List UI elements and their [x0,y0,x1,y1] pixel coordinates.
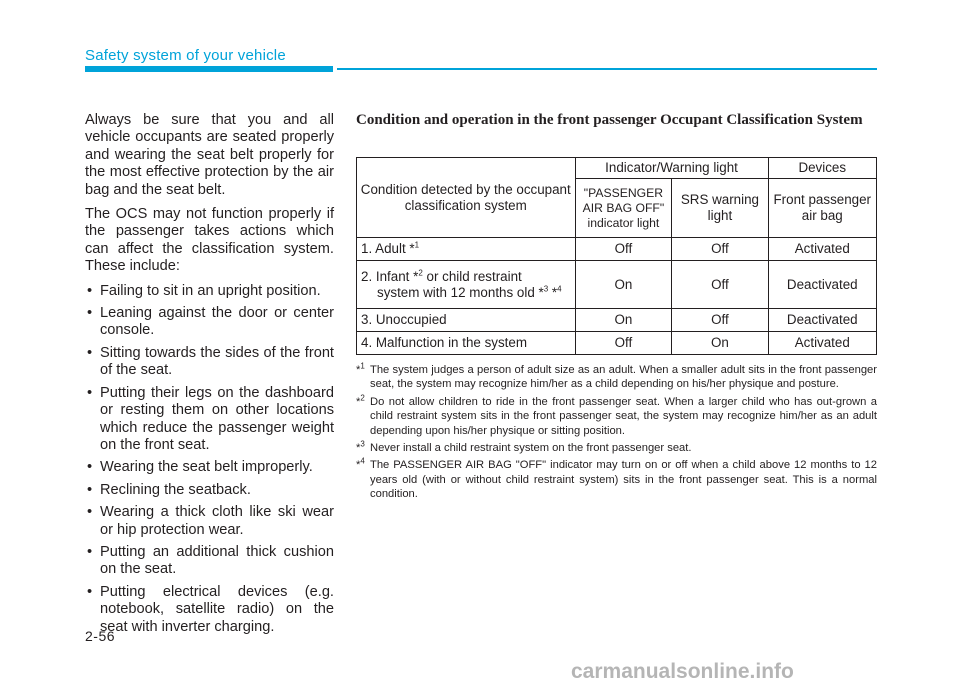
ocs-table [356,157,877,355]
header-rule-thin [337,68,877,70]
passenger-indicator-cell: Off [575,238,672,261]
condition-cell: 2. Infant *$^2$ or child restraint system with 12 months old *$^3$ *$^4$ [357,261,576,309]
device-cell: Activated [768,238,876,261]
list-item: • Putting their legs on the dashboard or resting them on other locations which reduce the passenger weight on the front seat. [85,385,334,455]
device-cell: Deactivated [768,261,876,309]
footnote: *$^2$ Do not allow children to ride in the front passenger seat. When a larger child who has out-grown a child restraint system sits in the front passenger seat, the system may recognize him/her as an adult depending upon his/her physique or sitting position. [356,393,877,437]
srs-cell: Off [672,309,768,332]
condition-header: Condition detected by the occupant classification system [357,158,576,238]
intro-paragraph: Always be sure that you and all vehicle occupants are seated properly and wearing the seat belt properly for the most effective protection by the air bag and the seat belt. [85,112,334,198]
device-cell: Deactivated [768,309,876,332]
srs-cell: Off [672,261,768,309]
srs-cell: Off [672,238,768,261]
srs-cell: On [672,332,768,355]
list-item: • Putting electrical devices (e.g. notebook, satellite radio) on the seat with inverter charging. [85,584,334,636]
table-row [357,261,877,309]
list-item: • Wearing the seat belt improperly. [85,459,334,476]
ocs-paragraph: The OCS may not function properly if the passenger takes actions which can affect the classification system. These include: [85,206,334,275]
footnotes [356,363,877,505]
list-item: • Failing to sit in an upright position. [85,283,334,300]
condition-cell: 3. Unoccupied [357,309,576,332]
front-passenger-airbag-header: Front passenger air bag [768,179,876,238]
srs-warning-header: SRS warning light [672,179,768,238]
passenger-airbag-off-header: "PASSENGER AIR BAG OFF" indicator light [575,179,672,238]
page-number: 2-56 [85,628,116,644]
section-header: Safety system of your vehicle [85,47,286,64]
indicator-group-header: Indicator/Warning light [575,158,768,179]
list-item: • Putting an additional thick cushion on the seat. [85,544,334,579]
device-cell: Activated [768,332,876,355]
devices-group-header: Devices [768,158,876,179]
footnote: *$^4$ The PASSENGER AIR BAG "OFF" indicator may turn on or off when a child above 12 months to 12 years old (with or without child restraint system) sits in the front passenger seat. This is a normal condition. [356,456,877,501]
footnote: *$^1$ The system judges a person of adult size as an adult. When a smaller adult sits in the front passenger seat, the system may recognize him/her as a child depending on his/her physique and posture. [356,361,877,391]
list-item: • Sitting towards the sides of the front of the seat. [85,345,334,380]
header-rule-thick [85,66,333,72]
passenger-indicator-cell: Off [575,332,672,355]
condition-cell: 1. Adult *$^1$ [357,238,576,261]
list-item: • Leaning against the door or center console. [85,305,334,340]
table-header-row [357,158,877,179]
list-item: • Reclining the seatback. [85,482,334,499]
passenger-indicator-cell: On [575,261,672,309]
left-column [85,112,334,641]
bullet-list [85,283,334,636]
watermark: carmanualsonline.info [571,660,794,683]
section-title: Condition and operation in the front passenger Occupant Classification System [356,112,863,128]
passenger-indicator-cell: On [575,309,672,332]
table-row [357,238,877,261]
table-row [357,309,877,332]
list-item: • Wearing a thick cloth like ski wear or hip protection wear. [85,504,334,539]
footnote: *$^3$ Never install a child restraint system on the front passenger seat. [356,439,692,455]
table-row [357,332,877,355]
condition-cell: 4. Malfunction in the system [357,332,576,355]
